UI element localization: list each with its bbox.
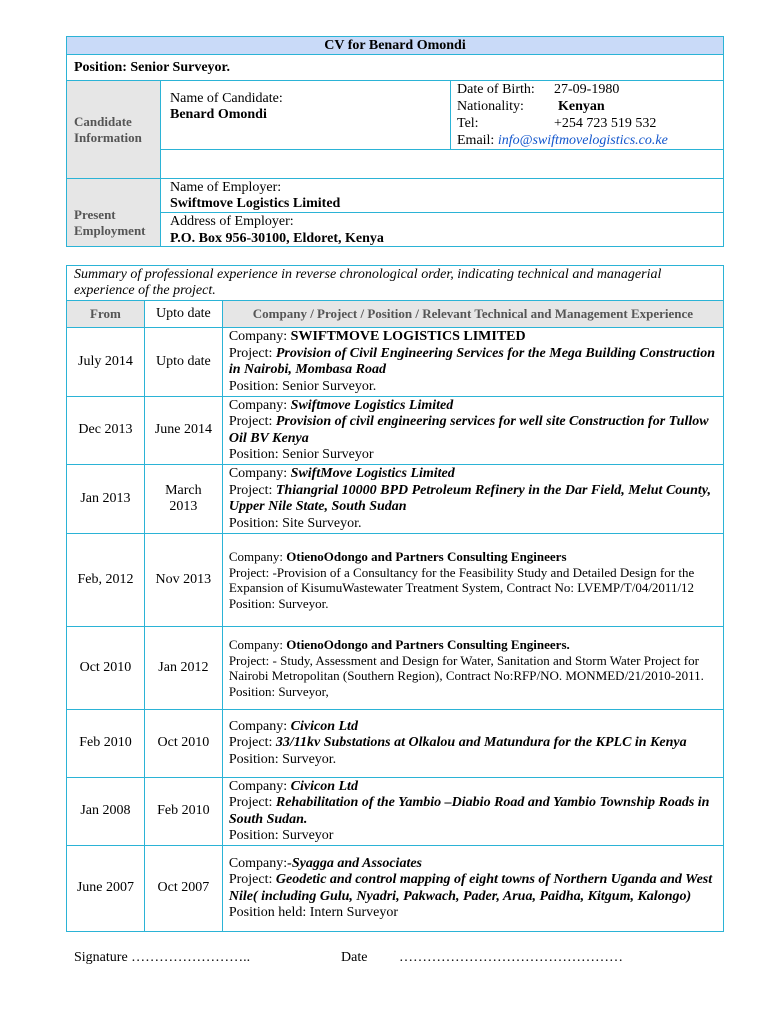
date-line: …………………………………………	[399, 950, 623, 965]
email-link[interactable]: info@swiftmovelogistics.co.ke	[497, 133, 668, 148]
row-project: Project: Provision of Civil Engineering Services for the Mega Building Construction in Nairobi, Mombasa Road	[228, 345, 715, 377]
date-label: Date	[341, 950, 368, 965]
row-from-date: Feb, 2012	[67, 534, 145, 627]
employment-section-label: Present Employment	[66, 178, 161, 247]
experience-table	[66, 300, 724, 932]
row-project: Project: Rehabilitation of the Yambio –Diabio Road and Yambio Township Roads in South Sudan.	[228, 795, 710, 827]
candidate-name: Benard Omondi	[170, 107, 267, 122]
name-label: Name of Candidate:	[170, 91, 283, 106]
row-project: Project: Provision of civil engineering services for well site Construction for Tullow Oil BV Kenya	[228, 414, 709, 446]
employer-address: P.O. Box 956-30100, Eldoret, Kenya	[170, 231, 384, 246]
row-detail	[222, 710, 723, 778]
table-row	[67, 465, 724, 534]
row-company: Company: SWIFTMOVE LOGISTICS LIMITED	[228, 329, 526, 344]
row-project: Project: 33/11kv Substations at Olkalou and Matundura for the KPLC in Kenya	[228, 735, 687, 751]
tel-value: +254 723 519 532	[554, 116, 657, 131]
col-header-detail: Company / Project / Position / Relevant Technical and Management Experience	[222, 301, 723, 328]
row-to-date: Upto date	[144, 328, 222, 397]
row-to-date: March 2013	[144, 465, 222, 534]
position-line: Position: Senior Surveyor.	[66, 54, 724, 81]
row-to-date: Nov 2013	[144, 534, 222, 627]
row-detail	[222, 397, 723, 465]
row-project: Project: Geodetic and control mapping of eight towns of Northern Uganda and West Nile( including Gulu, Nyadri, Pakwach, Pader, Arua, Paidha, Kitgum, Kalongo)	[228, 872, 713, 904]
row-company: Company: Swiftmove Logistics Limited	[228, 397, 454, 413]
address-label: Address of Employer:	[170, 214, 294, 229]
table-row	[67, 627, 724, 710]
row-detail	[222, 534, 723, 627]
row-from-date: Jan 2008	[67, 778, 145, 846]
row-company: Company: Civicon Ltd	[228, 718, 358, 734]
row-project: Project: -Provision of a Consultancy for the Feasibility Study and Detailed Design for the Expansion of KisumuWastewater Treatment System, Contract No: LVEMP/T/04/2011/12	[228, 564, 695, 595]
row-position: Position: Senior Surveyor	[228, 447, 374, 462]
row-detail	[222, 846, 723, 932]
row-position: Position: Surveyor.	[228, 751, 337, 767]
row-position: Position held: Intern Surveyor	[228, 905, 398, 920]
row-detail	[222, 328, 723, 397]
candidate-section-label: Candidate Information	[66, 80, 161, 179]
col-header-upto: Upto date	[144, 301, 222, 328]
table-header-row	[67, 301, 724, 328]
col-header-from: From	[67, 301, 145, 328]
row-position: Position: Senior Surveyor.	[228, 378, 377, 394]
row-company: Company: SwiftMove Logistics Limited	[228, 466, 455, 481]
row-to-date: Jan 2012	[144, 627, 222, 710]
cv-title: CV for Benard Omondi	[66, 36, 724, 55]
tel-label: Tel:	[457, 116, 479, 131]
nationality-value: Kenyan	[558, 99, 605, 114]
row-from-date: Dec 2013	[67, 397, 145, 465]
row-company: Company: Civicon Ltd	[228, 778, 358, 794]
row-from-date: Jan 2013	[67, 465, 145, 534]
dob-label: Date of Birth:	[457, 82, 535, 97]
row-position: Position: Surveyor	[228, 828, 334, 843]
employer-cell	[160, 178, 724, 213]
blank-row	[160, 149, 724, 179]
row-detail	[222, 465, 723, 534]
address-cell	[160, 212, 724, 247]
summary-cell	[66, 265, 724, 301]
candidate-details-cell	[450, 80, 724, 150]
row-position: Position: Surveyor.	[228, 595, 329, 611]
row-to-date: Oct 2007	[144, 846, 222, 932]
table-row	[67, 397, 724, 465]
row-to-date: Oct 2010	[144, 710, 222, 778]
row-to-date: Feb 2010	[144, 778, 222, 846]
table-row	[67, 710, 724, 778]
summary-text: Summary of professional experience in reverse chronological order, indicating technical and managerial experience of the project.	[74, 267, 662, 298]
row-from-date: Oct 2010	[67, 627, 145, 710]
employer-name: Swiftmove Logistics Limited	[170, 196, 341, 211]
table-row	[67, 846, 724, 932]
row-from-date: June 2007	[67, 846, 145, 932]
row-project: Project: Thiangrial 10000 BPD Petroleum Refinery in the Dar Field, Melut County, Upper Nile State, South Sudan	[228, 482, 711, 514]
row-company: Company: OtienoOdongo and Partners Consulting Engineers	[228, 549, 567, 564]
row-to-date: June 2014	[144, 397, 222, 465]
table-row	[67, 328, 724, 397]
dob-value: 27-09-1980	[554, 82, 620, 97]
candidate-name-cell	[160, 80, 451, 150]
row-position: Position: Surveyor,	[228, 683, 329, 699]
row-from-date: July 2014	[67, 328, 145, 397]
row-detail	[222, 778, 723, 846]
nationality-label: Nationality:	[457, 99, 524, 114]
row-company: Company:-Syagga and Associates	[228, 855, 422, 871]
row-from-date: Feb 2010	[67, 710, 145, 778]
email-label: Email:	[457, 133, 495, 148]
row-company: Company: OtienoOdongo and Partners Consulting Engineers.	[228, 637, 570, 652]
table-row	[67, 778, 724, 846]
row-position: Position: Site Surveyor.	[228, 515, 362, 531]
employer-label: Name of Employer:	[170, 180, 282, 195]
row-detail	[222, 627, 723, 710]
row-project: Project: - Study, Assessment and Design for Water, Sanitation and Storm Water Project for Nairobi Metropolitan (Southern Region), Contract No:RFP/NO. MONMED/21/2010-2011.	[228, 652, 704, 683]
signature-line: Signature ……………………..	[74, 950, 251, 965]
table-row	[67, 534, 724, 627]
